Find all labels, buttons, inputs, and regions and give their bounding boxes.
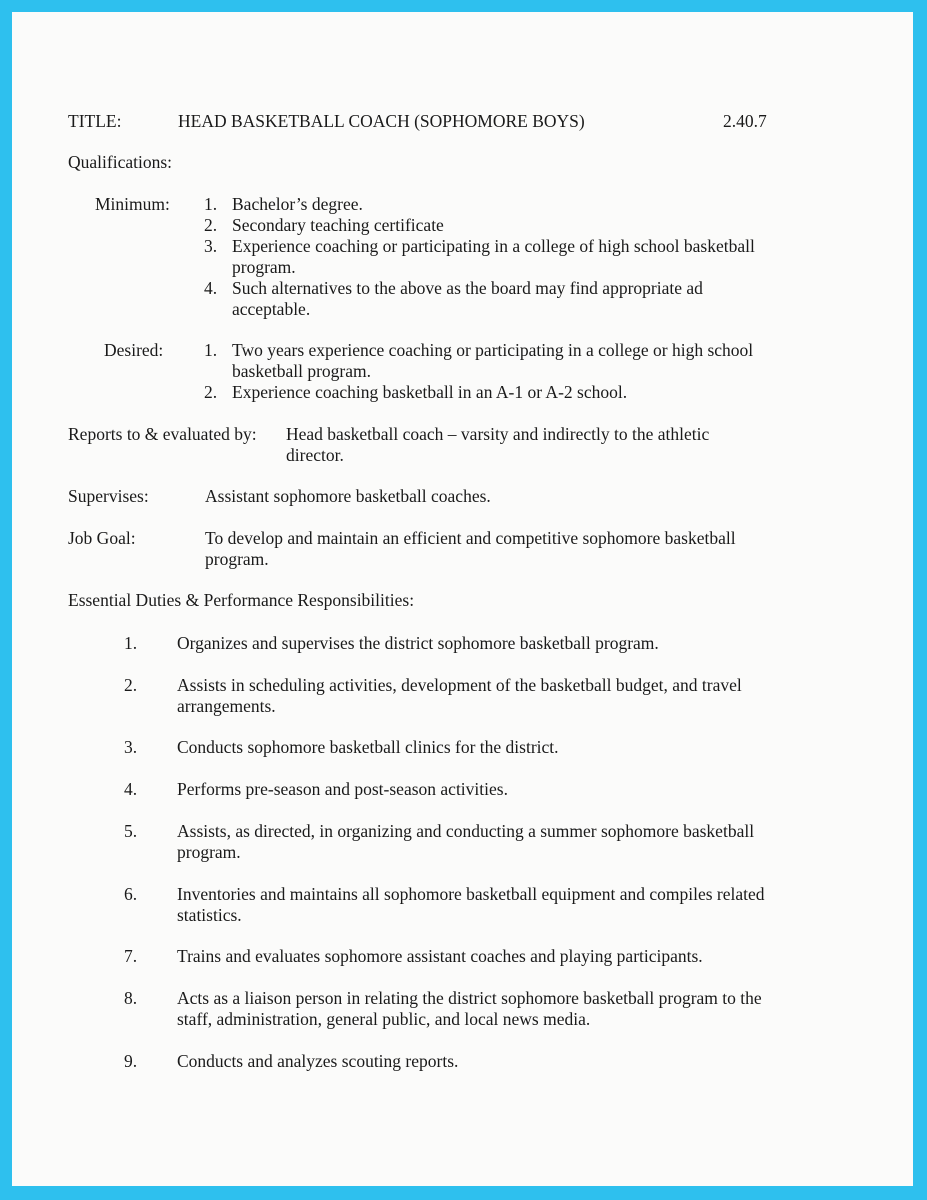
reports-to-label: Reports to & evaluated by: — [68, 424, 257, 444]
desired-item-text: Experience coaching basketball in an A-1 or A-2 school. — [232, 382, 628, 402]
minimum-item-text: Such alternatives to the above as the board may find appropriate ad — [232, 278, 703, 298]
duty-text: Assists, as directed, in organizing and conducting a summer sophomore basketball — [177, 821, 755, 841]
duty-num: 6. — [124, 884, 138, 904]
reports-to-value: Head basketball coach – varsity and indirectly to the athletic — [286, 424, 710, 444]
duty-text: Conducts and analyzes scouting reports. — [177, 1051, 459, 1071]
duty-num: 1. — [124, 633, 138, 653]
minimum-item-num: 1. — [204, 194, 218, 214]
minimum-label: Minimum: — [95, 194, 170, 214]
duties-heading: Essential Duties & Performance Responsibilities: — [68, 590, 415, 610]
minimum-item-num: 2. — [204, 215, 218, 235]
reports-to-value: director. — [286, 445, 344, 465]
desired-item-text: Two years experience coaching or participating in a college or high school — [232, 340, 754, 360]
duty-num: 2. — [124, 675, 138, 695]
duty-num: 7. — [124, 946, 138, 966]
duty-text: arrangements. — [177, 696, 276, 716]
duty-text: statistics. — [177, 905, 242, 925]
supervises-value: Assistant sophomore basketball coaches. — [205, 486, 491, 506]
duty-num: 3. — [124, 737, 138, 757]
duty-num: 5. — [124, 821, 138, 841]
job-goal-value: program. — [205, 549, 269, 569]
duty-num: 9. — [124, 1051, 138, 1071]
policy-code: 2.40.7 — [723, 111, 767, 131]
document-page — [12, 12, 913, 1186]
duty-text: program. — [177, 842, 241, 862]
duty-text: staff, administration, general public, and local news media. — [177, 1009, 591, 1029]
desired-item-text: basketball program. — [232, 361, 371, 381]
supervises-label: Supervises: — [68, 486, 149, 506]
desired-item-num: 1. — [204, 340, 218, 360]
minimum-item-num: 3. — [204, 236, 218, 256]
minimum-item-text: Secondary teaching certificate — [232, 215, 444, 235]
job-goal-value: To develop and maintain an efficient and competitive sophomore basketball — [205, 528, 736, 548]
duty-text: Inventories and maintains all sophomore basketball equipment and compiles related — [177, 884, 765, 904]
duty-num: 4. — [124, 779, 138, 799]
duty-text: Assists in scheduling activities, development of the basketball budget, and travel — [177, 675, 742, 695]
minimum-item-text: acceptable. — [232, 299, 311, 319]
minimum-item-text: Bachelor’s degree. — [232, 194, 363, 214]
duty-text: Trains and evaluates sophomore assistant coaches and playing participants. — [177, 946, 703, 966]
duty-num: 8. — [124, 988, 138, 1008]
job-title: HEAD BASKETBALL COACH (SOPHOMORE BOYS) — [178, 111, 585, 131]
duty-text: Acts as a liaison person in relating the district sophomore basketball program to the — [177, 988, 762, 1008]
job-goal-label: Job Goal: — [68, 528, 136, 548]
minimum-item-text: Experience coaching or participating in a college of high school basketball — [232, 236, 755, 256]
duty-text: Performs pre-season and post-season activities. — [177, 779, 508, 799]
qualifications-heading: Qualifications: — [68, 152, 173, 172]
title-label: TITLE: — [68, 111, 122, 131]
minimum-item-num: 4. — [204, 278, 218, 298]
duty-text: Conducts sophomore basketball clinics for the district. — [177, 737, 559, 757]
desired-item-num: 2. — [204, 382, 218, 402]
desired-label: Desired: — [104, 340, 164, 360]
duty-text: Organizes and supervises the district sophomore basketball program. — [177, 633, 659, 653]
minimum-item-text: program. — [232, 257, 296, 277]
